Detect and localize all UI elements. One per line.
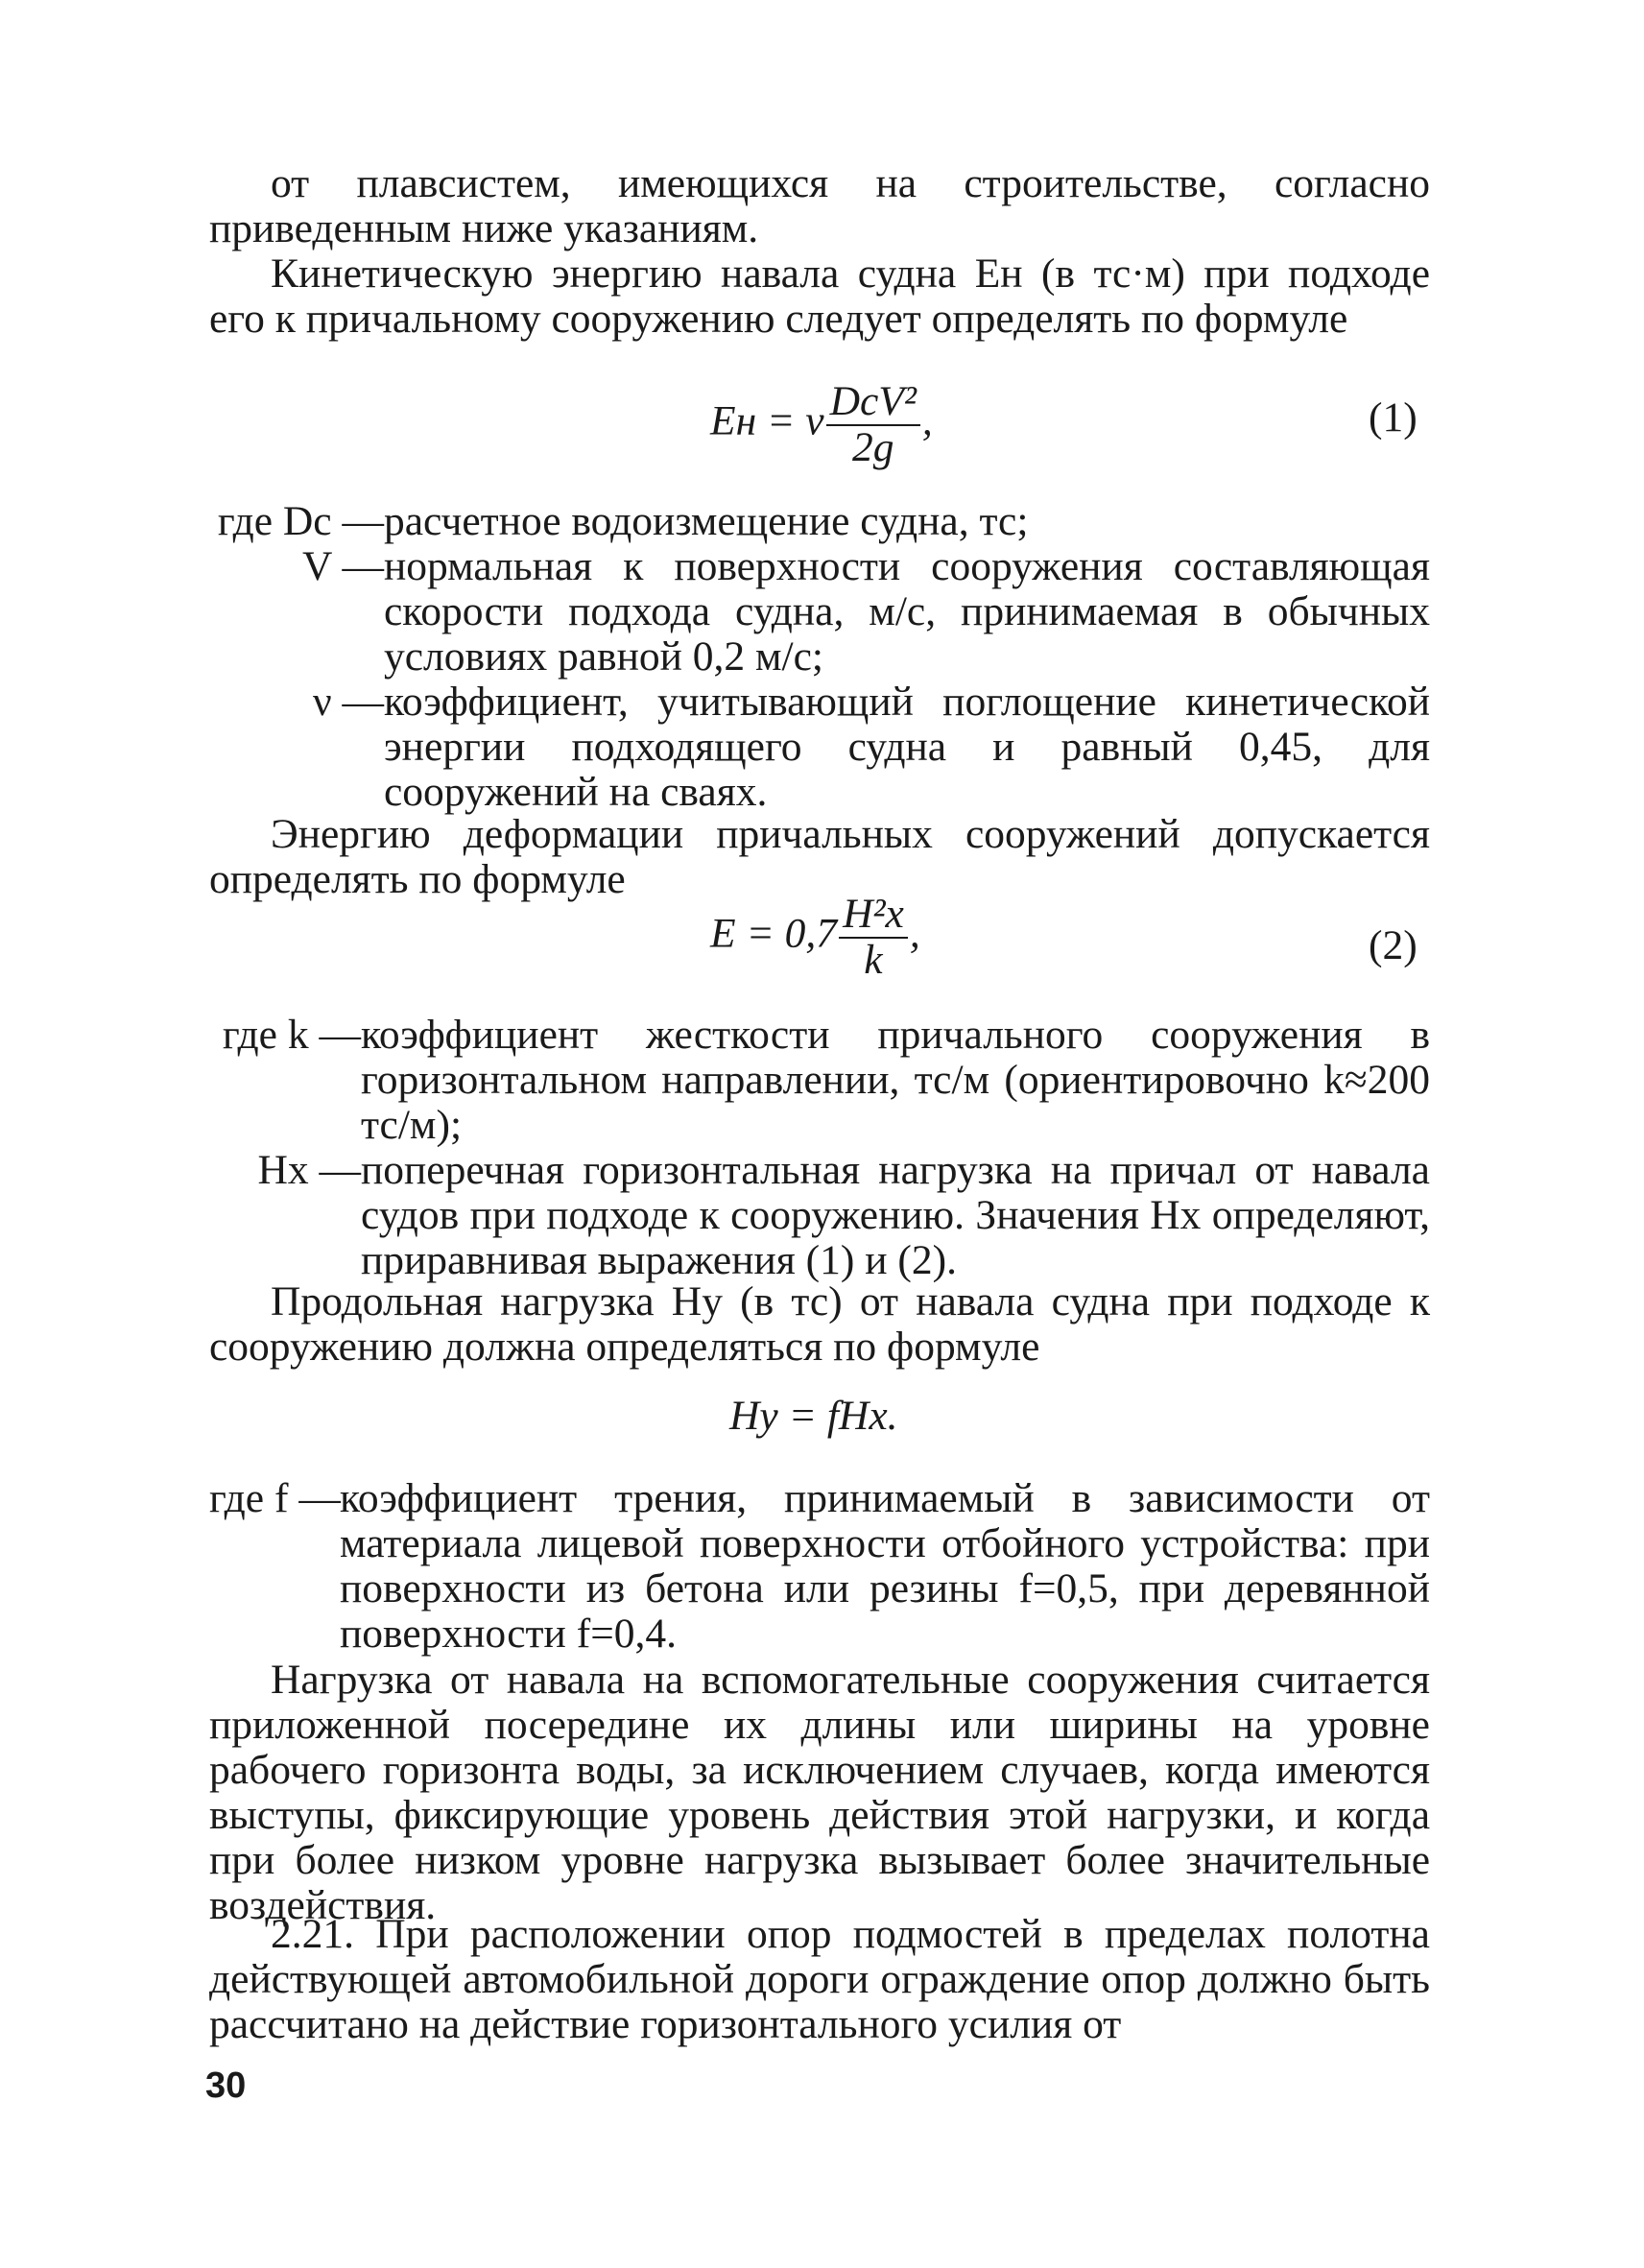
definition-row: где k — коэффициент жесткости причального сооружения в горизонтальном направлении, тс/м (ориентировочно k≈200 тс/м); bbox=[222, 1012, 1430, 1148]
paragraph-text: Энергию деформации причальных сооружений допускается определять по формуле bbox=[209, 811, 1430, 902]
fraction: $\frac{\text{DсV²}}{2g}$ bbox=[826, 380, 920, 469]
definition-row: Hx — поперечная горизонтальная нагрузка на причал от навала судов при подходе к сооружению. Значения Hx определяют, приравнивая выражения (1) и (2). bbox=[257, 1147, 1430, 1283]
paragraph-text: Продольная нагрузка Hy (в тс) от навала судна при подходе к сооружению должна определяться по формуле bbox=[209, 1278, 1430, 1370]
formula-number: (2) bbox=[1369, 922, 1418, 968]
paragraph-text: Кинетическую энергию навала судна Eн (в тс·м) при подходе его к причальному сооружению следует определять по формуле bbox=[209, 251, 1430, 342]
definition-row: ν — коэффициент, учитывающий поглощение кинетической энергии подходящего судна и равный 0,45, для сооружений на сваях. bbox=[312, 679, 1430, 815]
page-number: 30 bbox=[205, 2065, 247, 2106]
paragraph bbox=[209, 1279, 1430, 1370]
fraction: $\frac{\text{H²x}}{k}$ bbox=[839, 893, 908, 982]
formula-1: Eн = ν $\frac{\text{DсV²}}{2g}$ , bbox=[710, 378, 933, 470]
definition-row: где f — коэффициент трения, принимаемый в зависимости от материала лицевой поверхности отбойного устройства: при поверхности из бетона или резины f=0,5, при деревянной поверхности f=0,4. bbox=[209, 1475, 1430, 1657]
paragraph bbox=[209, 1658, 1430, 1928]
definition-row: где Dс — расчетное водоизмещение судна, тс; bbox=[217, 498, 1029, 544]
definitions-1 bbox=[209, 499, 1430, 815]
formula-2: E = 0,7 $\frac{\text{H²x}}{k}$ , bbox=[710, 891, 920, 983]
paragraph bbox=[209, 161, 1430, 251]
definitions-2 bbox=[209, 1013, 1430, 1283]
definition-row: V — нормальная к поверхности сооружения составляющая скорости подхода судна, м/с, принимаемая в обычных условиях равной 0,2 м/с; bbox=[301, 543, 1430, 680]
paragraph bbox=[209, 1912, 1430, 2047]
paragraph-text: от плавсистем, имеющихся на строительстве, согласно приведенным ниже указаниям. bbox=[209, 160, 1430, 251]
paragraph-text: 2.21. При расположении опор подмостей в пределах полотна действующей автомобильной дороги ограждение опор должно быть рассчитано на действие горизонтального усилия от bbox=[209, 1911, 1430, 2047]
formula-3: Hy = fHx. bbox=[729, 1393, 898, 1439]
paragraph-text: Нагрузка от навала на вспомогательные сооружения считается приложенной посередине их длины или ширины на уровне рабочего горизонта воды, за исключением случаев, когда имеются выступы, фиксирующие уровень действия этой нагрузки, и когда при более низком уровне нагрузка вызывает более значительные воздействия. bbox=[209, 1657, 1430, 1928]
definitions-3 bbox=[209, 1476, 1430, 1657]
paragraph bbox=[209, 812, 1430, 902]
formula-number: (1) bbox=[1369, 394, 1418, 441]
paragraph bbox=[209, 251, 1430, 342]
